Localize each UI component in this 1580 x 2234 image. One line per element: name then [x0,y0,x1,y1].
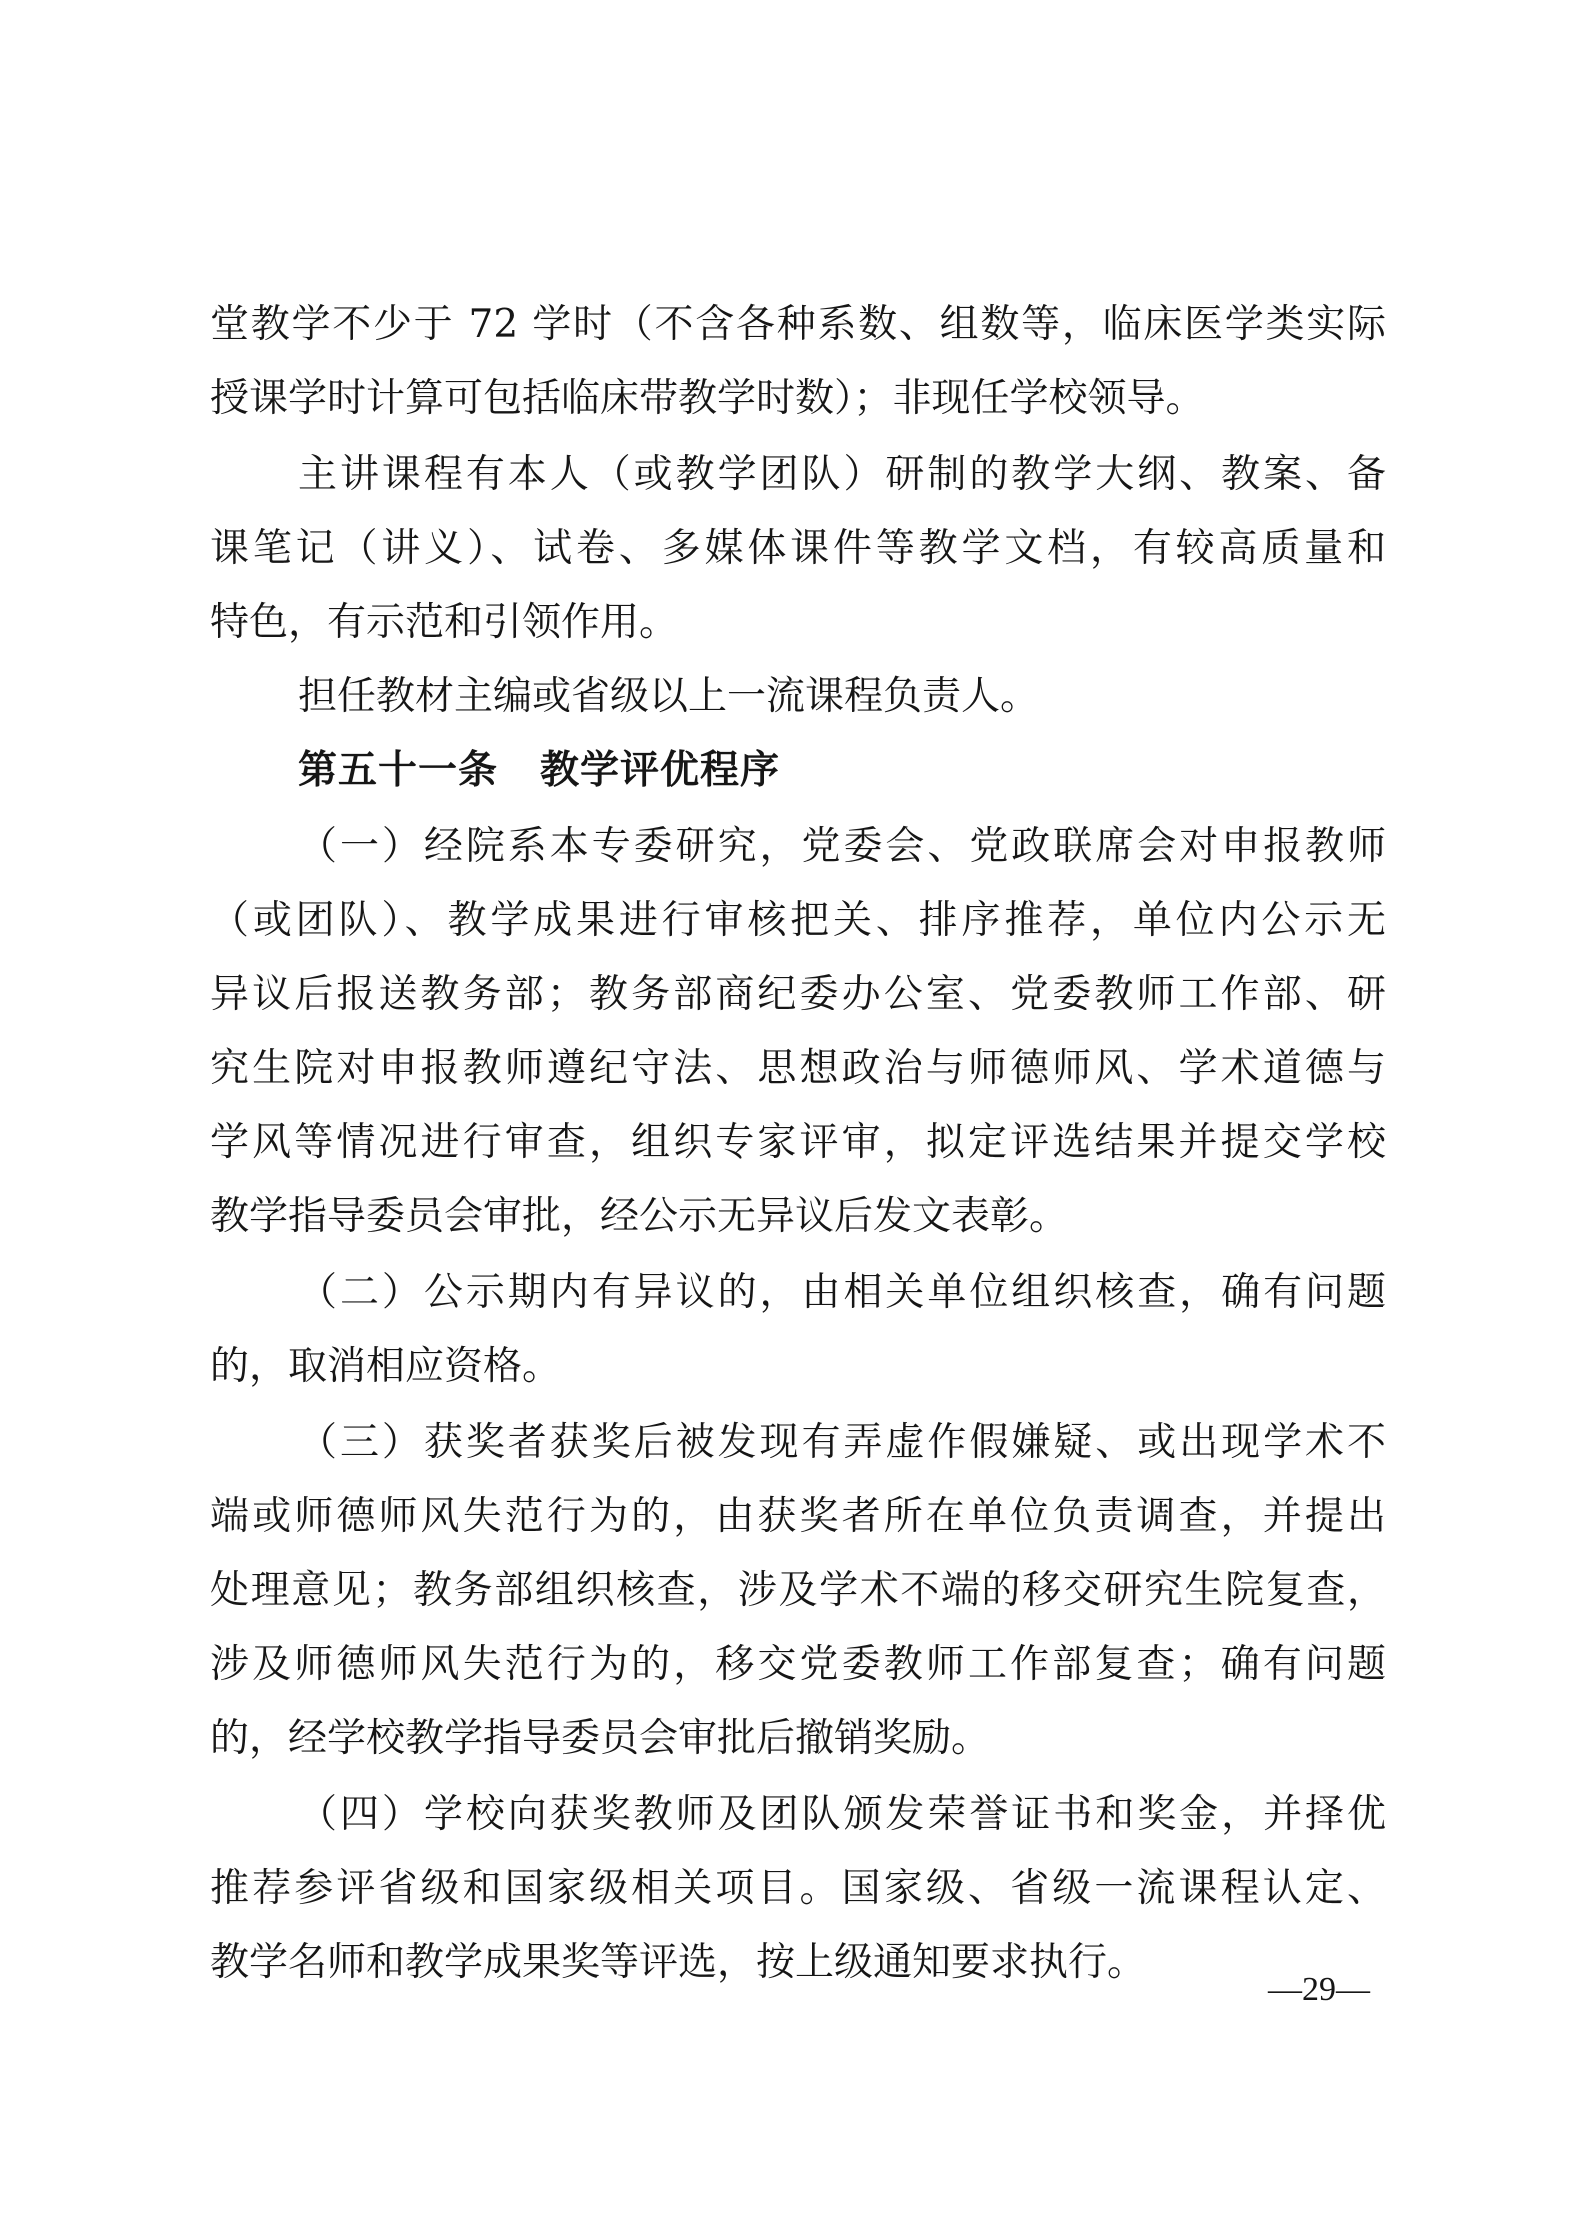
text-line: 处理意见；教务部组织核查，涉及学术不端的移交研究生院复查， [210,1568,1386,1613]
text-line: 的，经学校教学指导委员会审批后撤销奖励。 [210,1716,991,1761]
text-line: 涉及师德师风失范行为的，移交党委教师工作部复查；确有问题 [210,1642,1386,1687]
text-line: 究生院对申报教师遵纪守法、思想政治与师德师风、学术道德与 [210,1046,1386,1091]
article-heading [298,746,1386,796]
page-number: —29— [1268,1971,1370,2008]
text-line: 授课学时计算可包括临床带教学时数）；非现任学校领导。 [210,376,1205,421]
text-line: （或团队）、教学成果进行审核把关、排序推荐，单位内公示无 [210,898,1386,943]
text-line: 教学名师和教学成果奖等评选，按上级通知要求执行。 [210,1940,1147,1985]
text-line: 堂教学不少于 72 学时（不含各种系数、组数等，临床医学类实际 [210,302,1386,347]
text-line: （二）公示期内有异议的，由相关单位组织核查，确有问题 [298,1270,1386,1315]
text-line: 异议后报送教务部；教务部商纪委办公室、党委教师工作部、研 [210,972,1386,1017]
text-line: 课笔记（讲义）、试卷、多媒体课件等教学文档，有较高质量和 [210,526,1386,571]
article-number: 第五十一条 [298,748,499,793]
article-title: 教学评优程序 [540,748,781,793]
text-line: 推荐参评省级和国家级相关项目。国家级、省级一流课程认定、 [210,1866,1386,1911]
text-line: 教学指导委员会审批，经公示无异议后发文表彰。 [210,1194,1069,1239]
text-line: 担任教材主编或省级以上一流课程负责人。 [298,674,1040,719]
text-line: （四）学校向获奖教师及团队颁发荣誉证书和奖金，并择优 [298,1792,1386,1837]
text-line: （三）获奖者获奖后被发现有弄虚作假嫌疑、或出现学术不 [298,1420,1386,1465]
text-line: 主讲课程有本人（或教学团队）研制的教学大纲、教案、备 [298,452,1386,497]
text-line: （一）经院系本专委研究，党委会、党政联席会对申报教师 [298,824,1386,869]
text-line: 的，取消相应资格。 [210,1344,562,1389]
text-line: 特色，有示范和引领作用。 [210,600,679,645]
text-line: 学风等情况进行审查，组织专家评审，拟定评选结果并提交学校 [210,1120,1386,1165]
text-line: 端或师德师风失范行为的，由获奖者所在单位负责调查，并提出 [210,1494,1386,1539]
